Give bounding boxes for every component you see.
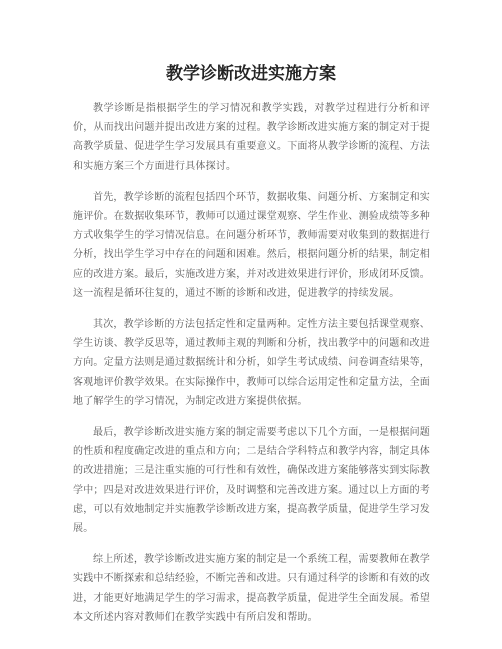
- paragraph-process: 首先，教学诊断的流程包括四个环节，数据收集、问题分析、方案制定和实施评价。在数据收集环节，教师可以通过课堂观察、学生作业、测验成绩等多种方式收集学生的学习情况信息。在问题分析环节，教师需要对收集到的数据进行分析，找出学生学习中存在的问题和困难。然后，根据问题分析的结果，制定相应的改进方案。最后，实施改进方案，并对改进效果进行评价，形成闭环反馈。这一流程是循环往复的，通过不断的诊断和改进，促进教学的持续发展。: [73, 191, 430, 299]
- paragraph-methods: 其次，教学诊断的方法包括定性和定量两种。定性方法主要包括课堂观察、学生访谈、教学反思等，通过教师主观的判断和分析，找出教学中的问题和改进方向。定量方法则是通过数据统计和分析，如学生考试成绩、问卷调查结果等，客观地评价教学效果。在实际操作中，教师可以综合运用定性和定量方法，全面地了解学生的学习情况，为制定改进方案提供依据。: [73, 319, 430, 407]
- paragraph-conclusion: 综上所述，教学诊断改进实施方案的制定是一个系统工程，需要教师在教学实践中不断探索和总结经验，不断完善和改进。只有通过科学的诊断和有效的改进，才能更好地满足学生的学习需求，提高教学质量，促进学生全面发展。希望本文所述内容对教师们在教学实践中有所启发和帮助。: [73, 554, 430, 623]
- paragraph-plan: 最后，教学诊断改进实施方案的制定需要考虑以下几个方面，一是根据问题的性质和程度确定改进的重点和方向；二是结合学科特点和教学内容，制定具体的改进措施；三是注重实施的可行性和有效性，确保改进方案能够落实到实际教学中；四是对改进效果进行评价，及时调整和完善改进方案。通过以上方面的考虑，可以有效地制定并实施教学诊断改进方案，提高教学质量，促进学生学习发展。: [73, 427, 430, 535]
- document-title: 教学诊断改进实施方案: [166, 64, 336, 84]
- paragraph-intro: 教学诊断是指根据学生的学习情况和教学实践，对教学过程进行分析和评价，从而找出问题并提出改进方案的过程。教学诊断改进实施方案的制定对于提高教学质量、促进学生学习发展具有重要意义。下面将从教学诊断的流程、方法和实施方案三个方面进行具体探讨。: [73, 103, 430, 172]
- document-body: [73, 99, 430, 639]
